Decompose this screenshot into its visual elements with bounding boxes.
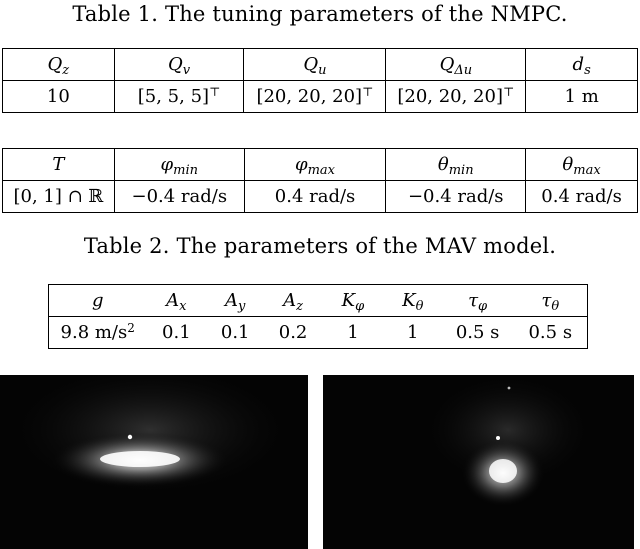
mav-model-table xyxy=(48,284,588,349)
value-cell: 0.1 xyxy=(206,317,264,349)
value-cell: −0.4 rad/s xyxy=(386,181,526,213)
value-cell: 10 xyxy=(3,81,115,113)
header-cell: g xyxy=(49,285,147,317)
header-cell: $Q_v$ xyxy=(114,49,244,81)
table-row xyxy=(49,285,588,317)
table-row xyxy=(3,49,638,81)
header-cell: $\tau_\theta$ xyxy=(514,285,588,317)
header-cell: $\theta_{max}$ xyxy=(526,149,638,181)
header-cell: $Q_{\Delta u}$ xyxy=(386,49,526,81)
header-cell: $\theta_{min}$ xyxy=(386,149,526,181)
value-cell: [5, 5, 5]⊤ xyxy=(114,81,244,113)
table2-caption: Table 2. The parameters of the MAV model. xyxy=(83,234,557,258)
value-cell: [20, 20, 20]⊤ xyxy=(244,81,386,113)
header-cell: $\varphi_{max}$ xyxy=(244,149,386,181)
table-row xyxy=(3,81,638,113)
nmpc-tuning-table xyxy=(2,48,638,113)
value-cell: 0.5 s xyxy=(514,317,588,349)
value-cell: 1 xyxy=(384,317,442,349)
header-cell: $K_\theta$ xyxy=(384,285,442,317)
table-row xyxy=(3,149,638,181)
value-cell: 9.8 $m/s^2$ xyxy=(49,317,147,349)
header-cell: $A_y$ xyxy=(206,285,264,317)
header-cell: $\tau_\varphi$ xyxy=(442,285,514,317)
header-cell: $d_s$ xyxy=(526,49,638,81)
value-cell: 0.4 rad/s xyxy=(244,181,386,213)
table-row xyxy=(3,181,638,213)
value-cell: −0.4 rad/s xyxy=(114,181,244,213)
value-cell: 1 xyxy=(322,317,384,349)
header-cell: $K_\varphi$ xyxy=(322,285,384,317)
nmpc-limits-table xyxy=(2,148,638,213)
value-cell: 0.4 rad/s xyxy=(526,181,638,213)
table1-caption: Table 1. The tuning parameters of the NMPC. xyxy=(72,2,568,26)
header-cell: T xyxy=(3,149,115,181)
value-cell: 1 m xyxy=(526,81,638,113)
header-cell: $A_x$ xyxy=(146,285,206,317)
value-cell: [0, 1] ∩ ℝ xyxy=(3,181,115,213)
header-cell: $\varphi_{min}$ xyxy=(114,149,244,181)
value-cell: 0.5 s xyxy=(442,317,514,349)
header-cell: $Q_z$ xyxy=(3,49,115,81)
value-cell: 0.1 xyxy=(146,317,206,349)
header-cell: $Q_u$ xyxy=(244,49,386,81)
value-cell: [20, 20, 20]⊤ xyxy=(386,81,526,113)
tunnel-photo-left xyxy=(0,375,308,549)
tunnel-photo-right xyxy=(323,375,634,549)
header-cell: $A_z$ xyxy=(264,285,322,317)
value-cell: 0.2 xyxy=(264,317,322,349)
table-row xyxy=(49,317,588,349)
